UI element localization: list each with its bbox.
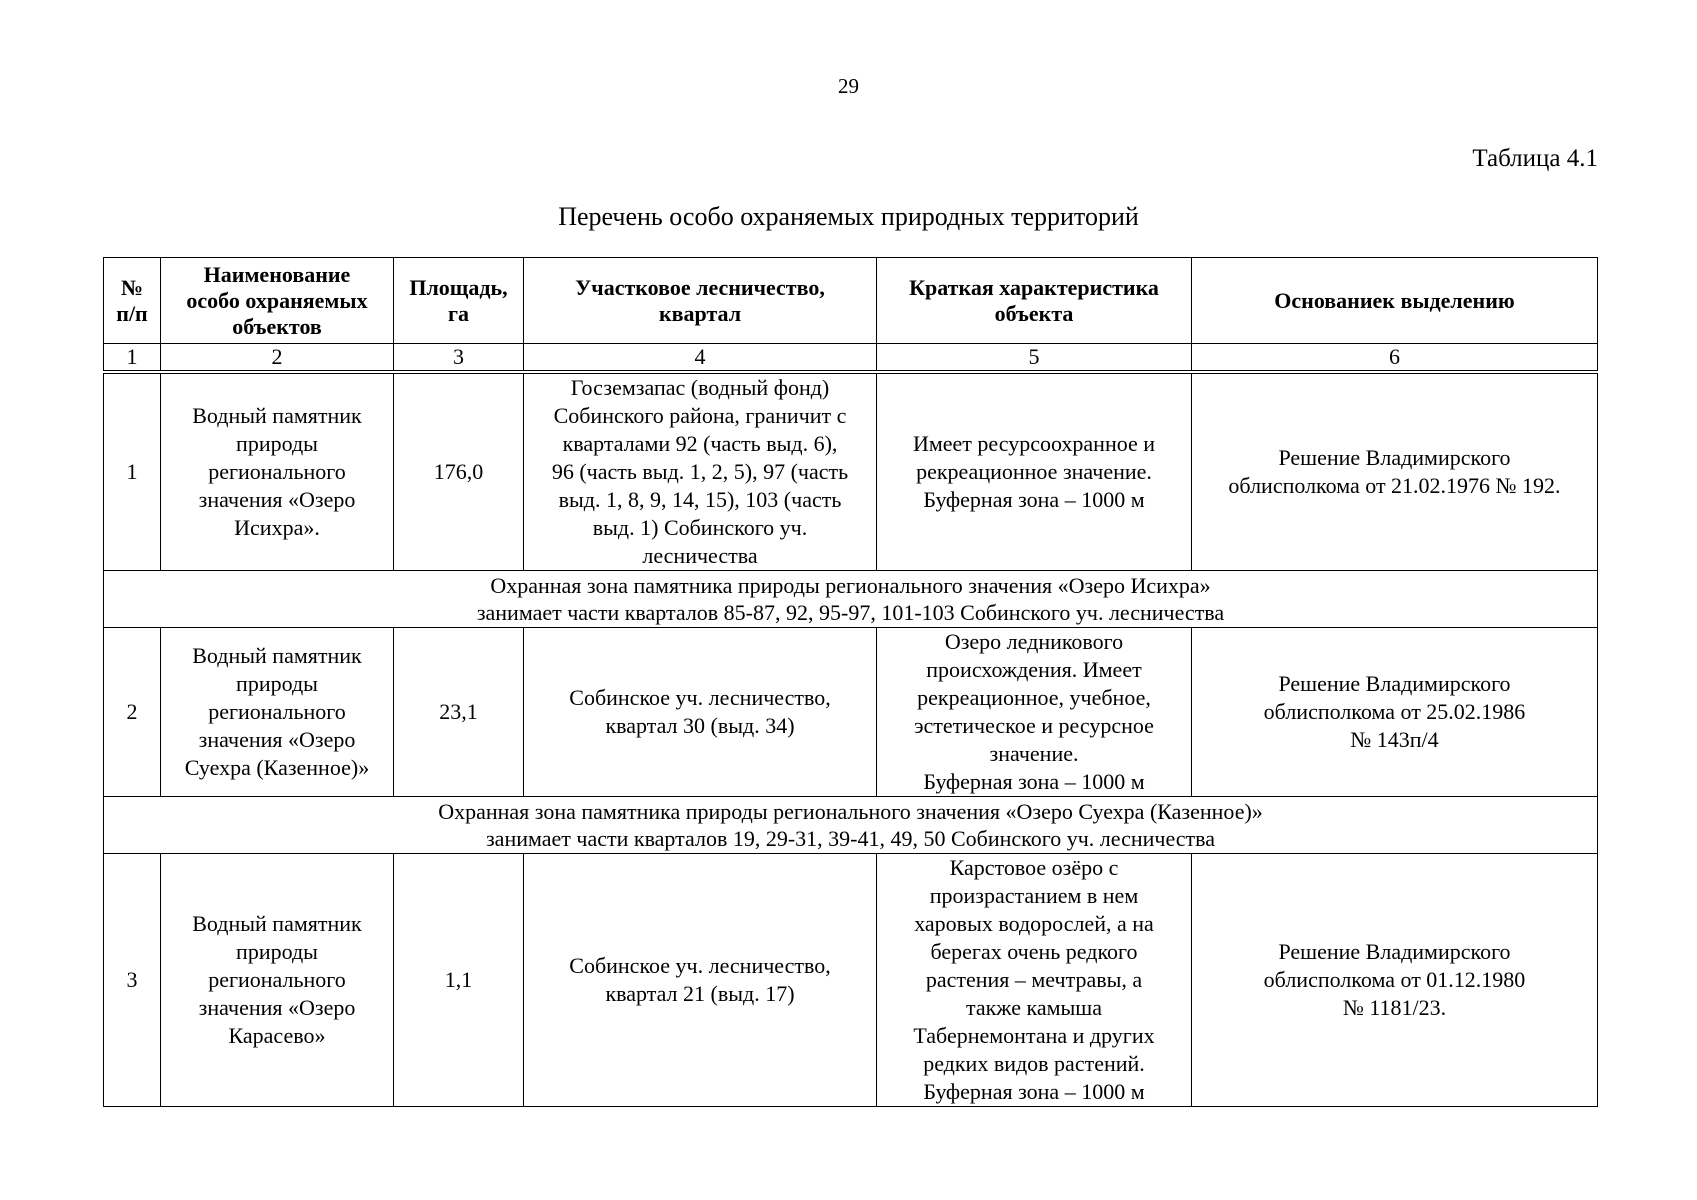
object-area: 176,0	[394, 372, 524, 571]
protection-zone-text: Охранная зона памятника природы регионального значения «Озеро Суехра (Казенное)» занимает части кварталов 19, 29-31, 39-41, 49, 50 Собинского уч. лесничества	[104, 797, 1598, 854]
header-number: № п/п	[104, 258, 161, 344]
protected-areas-table	[103, 257, 1598, 1107]
column-number-row	[104, 344, 1598, 373]
object-name: Водный памятник природы регионального значения «Озеро Карасево»	[161, 854, 394, 1107]
object-basis: Решение Владимирского облисполкома от 21.02.1976 № 192.	[1192, 372, 1598, 571]
header-area: Площадь, га	[394, 258, 524, 344]
object-name: Водный памятник природы регионального значения «Озеро Суехра (Казенное)»	[161, 628, 394, 797]
object-forestry: Собинское уч. лесничество, квартал 30 (выд. 34)	[524, 628, 877, 797]
header-name: Наименование особо охраняемых объектов	[161, 258, 394, 344]
protection-zone-row	[104, 797, 1598, 854]
table-row	[104, 854, 1598, 1107]
object-forestry: Госземзапас (водный фонд) Собинского района, граничит с кварталами 92 (часть выд. 6), 96 (часть выд. 1, 2, 5), 97 (часть выд. 1, 8, 9, 14, 15), 103 (часть выд. 1) Собинского уч. лесничества	[524, 372, 877, 571]
object-area: 23,1	[394, 628, 524, 797]
column-number: 4	[524, 344, 877, 373]
table-title: Перечень особо охраняемых природных территорий	[558, 202, 1139, 231]
row-number: 2	[104, 628, 161, 797]
table-row	[104, 628, 1598, 797]
object-basis: Решение Владимирского облисполкома от 25.02.1986 № 143п/4	[1192, 628, 1598, 797]
table-header-row	[104, 258, 1598, 344]
object-basis: Решение Владимирского облисполкома от 01.12.1980 № 1181/23.	[1192, 854, 1598, 1107]
header-description: Краткая характеристика объекта	[877, 258, 1192, 344]
object-description: Озеро ледникового происхождения. Имеет рекреационное, учебное, эстетическое и ресурсное значение. Буферная зона – 1000 м	[877, 628, 1192, 797]
header-forestry: Участковое лесничество, квартал	[524, 258, 877, 344]
column-number: 3	[394, 344, 524, 373]
row-number: 1	[104, 372, 161, 571]
table-row	[104, 372, 1598, 571]
header-basis: Основаниек выделению	[1192, 258, 1598, 344]
object-area: 1,1	[394, 854, 524, 1107]
object-forestry: Собинское уч. лесничество, квартал 21 (выд. 17)	[524, 854, 877, 1107]
column-number: 6	[1192, 344, 1598, 373]
column-number: 5	[877, 344, 1192, 373]
object-name: Водный памятник природы регионального значения «Озеро Исихра».	[161, 372, 394, 571]
page-number: 29	[838, 74, 859, 98]
column-number: 2	[161, 344, 394, 373]
protection-zone-text: Охранная зона памятника природы регионального значения «Озеро Исихра» занимает части кварталов 85-87, 92, 95-97, 101-103 Собинского уч. лесничества	[104, 571, 1598, 628]
table-label: Таблица 4.1	[1472, 145, 1598, 172]
protection-zone-row	[104, 571, 1598, 628]
column-number: 1	[104, 344, 161, 373]
object-description: Имеет ресурсоохранное и рекреационное значение. Буферная зона – 1000 м	[877, 372, 1192, 571]
object-description: Карстовое озёро с произрастанием в нем харовых водорослей, а на берегах очень редкого растения – мечтравы, а также камыша Табернемонтана и других редких видов растений. Буферная зона – 1000 м	[877, 854, 1192, 1107]
row-number: 3	[104, 854, 161, 1107]
